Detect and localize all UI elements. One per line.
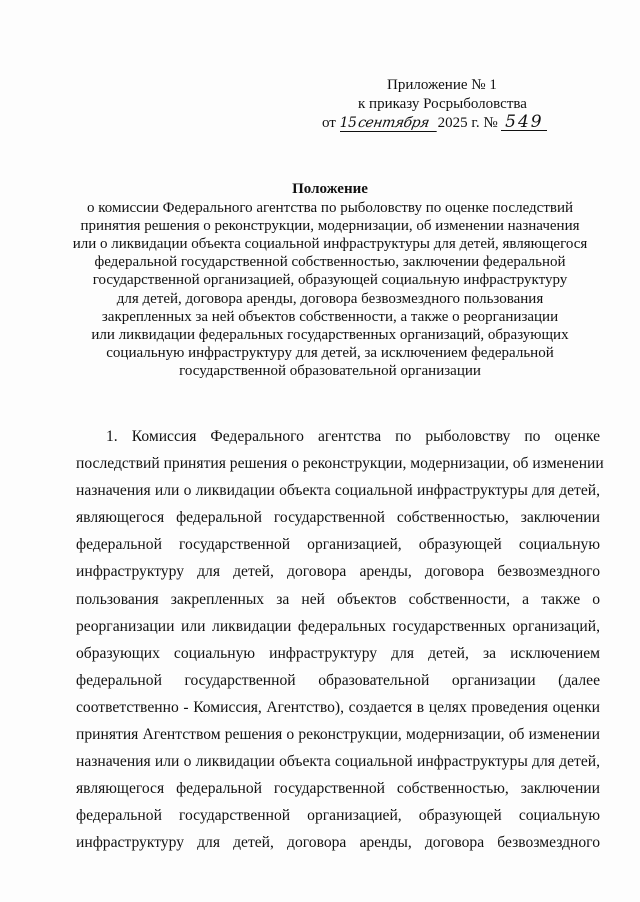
paragraph-line: соответственно - Комиссия, Агентство), создается в целях проведения оценки xyxy=(76,698,600,716)
handwritten-month: сентября xyxy=(356,116,439,132)
paragraph-line: назначения или о ликвидации объекта социальной инфраструктуры для детей, xyxy=(76,753,600,771)
paragraph-line: реорганизации или ликвидации федеральных государственных организаций, xyxy=(76,617,600,635)
title-heading: Положение xyxy=(292,181,368,197)
paragraph-line: являющегося федеральной государственной собственностью, заключении xyxy=(76,509,600,527)
handwritten-day: 15 xyxy=(339,115,357,131)
paragraph-line: федеральной государственной образовательной организации (далее xyxy=(76,671,600,689)
title-line: для детей, договора аренды, договора безвозмездного пользования xyxy=(116,290,544,307)
appendix-header xyxy=(300,76,560,133)
paragraph-line: являющегося федеральной государственной собственностью, заключении xyxy=(76,780,600,798)
title-line: государственной организацией, образующей социальную инфраструктуру xyxy=(92,272,568,289)
paragraph-line: инфраструктуру для детей, договора аренды, договора безвозмездного xyxy=(76,563,600,581)
title-line: или ликвидации федеральных государственных организаций, образующих xyxy=(91,326,569,343)
appendix-order-date xyxy=(300,114,560,133)
paragraph-line: 1. Комиссия Федерального агентства по рыболовству по оценке xyxy=(106,428,600,445)
appendix-order-reference: к приказу Росрыболовства xyxy=(358,96,527,112)
title-line: принятия решения о реконструкции, модернизации, об изменении назначения xyxy=(80,218,580,235)
paragraph-line: последствий принятия решения о реконструкции, модернизации, об изменении xyxy=(76,455,604,473)
title-line: закрепленных за ней объектов собственности, а также о реорганизации xyxy=(101,308,559,325)
paragraph-line: образующих социальную инфраструктуру для детей, за исключением xyxy=(76,644,600,662)
appendix-number: Приложение № 1 xyxy=(387,77,497,93)
handwritten-order-number: 549 xyxy=(501,115,547,131)
order-year: 2025 г. № xyxy=(437,115,498,131)
title-line: о комиссии Федерального агентства по рыболовству по оценке последствий xyxy=(86,200,574,217)
document-title xyxy=(60,180,600,380)
title-line: федеральной государственной собственностью, заключении федеральной xyxy=(94,254,566,271)
body-paragraph xyxy=(76,423,604,857)
title-line: социальную инфраструктуру для детей, за исключением федеральной xyxy=(106,344,554,361)
paragraph-line: принятия Агентством решения о реконструкции, модернизации, об изменении xyxy=(76,726,600,744)
paragraph-line: пользования закрепленных за ней объектов собственности, а также о xyxy=(76,590,600,608)
title-line: государственной образовательной организации xyxy=(179,362,481,379)
paragraph-line: инфраструктуру для детей, договора аренды, договора безвозмездного xyxy=(76,834,600,852)
date-prefix: от xyxy=(322,115,336,131)
paragraph-line: назначения или о ликвидации объекта социальной инфраструктуры для детей, xyxy=(76,482,600,500)
title-line: или о ликвидации объекта социальной инфраструктуры для детей, являющегося xyxy=(72,236,588,253)
paragraph-line: федеральной государственной организацией, образующей социальную xyxy=(76,536,600,554)
paragraph-line: федеральной государственной организацией, образующей социальную xyxy=(76,807,600,825)
